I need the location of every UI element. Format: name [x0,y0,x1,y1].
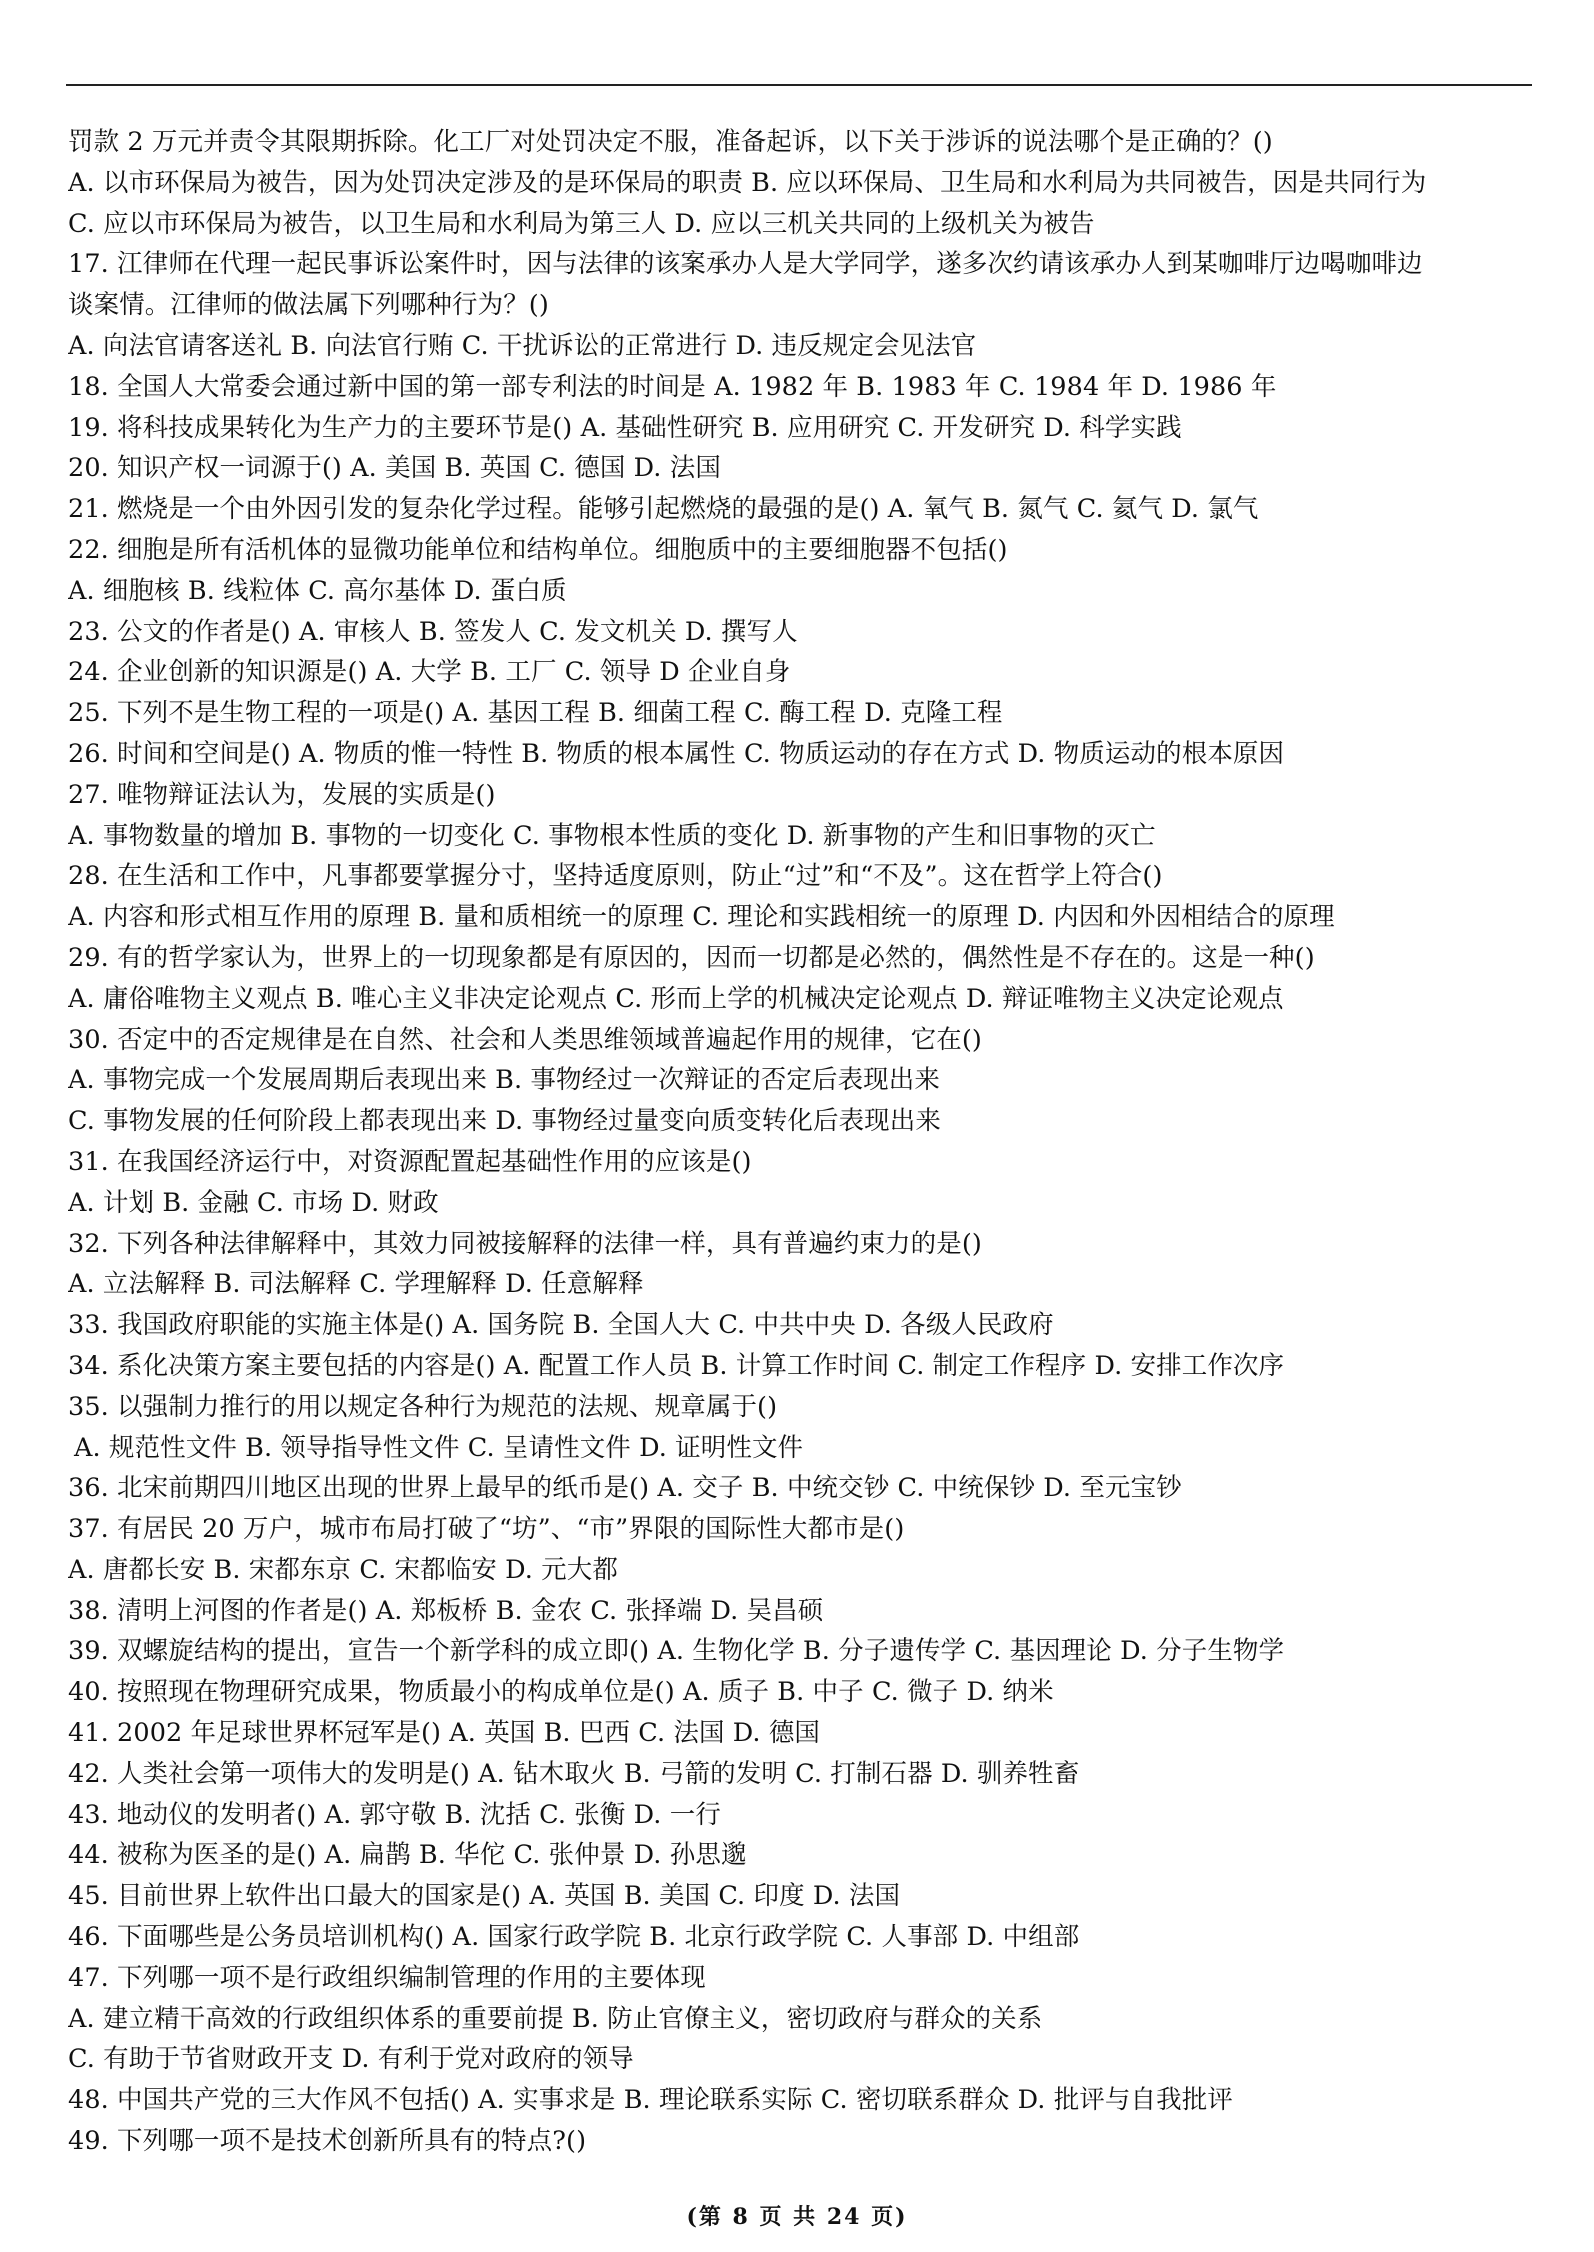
text-line: 46. 下面哪些是公务员培训机构() A. 国家行政学院 B. 北京行政学院 C. 人事部 D. 中组部 [68,1922,1080,1953]
text-line: 45. 目前世界上软件出口最大的国家是() A. 英国 B. 美国 C. 印度 D. 法国 [68,1881,901,1912]
text-line: A. 事物完成一个发展周期后表现出来 B. 事物经过一次辩证的否定后表现出来 [68,1065,940,1096]
text-line: 29. 有的哲学家认为，世界上的一切现象都是有原因的，因而一切都是必然的，偶然性是不存在的。这是一种() [68,942,1315,973]
text-line: A. 细胞核 B. 线粒体 C. 高尔基体 D. 蛋白质 [68,575,567,606]
text-line: 33. 我国政府职能的实施主体是() A. 国务院 B. 全国人大 C. 中共中央 D. 各级人民政府 [68,1310,1054,1341]
text-line: 19. 将科技成果转化为生产力的主要环节是() A. 基础性研究 B. 应用研究 C. 开发研究 D. 科学实践 [68,412,1182,443]
text-line: 31. 在我国经济运行中，对资源配置起基础性作用的应该是() [68,1146,752,1177]
text-line: A. 向法官请客送礼 B. 向法官行贿 C. 干扰诉讼的正常进行 D. 违反规定会见法官 [68,330,977,361]
header-rule [66,84,1532,86]
text-line: C. 事物发展的任何阶段上都表现出来 D. 事物经过量变向质变转化后表现出来 [68,1106,941,1137]
text-line: 28. 在生活和工作中，凡事都要掌握分寸，坚持适度原则，防止“过”和“不及”。这在哲学上符合() [68,861,1163,892]
text-line: C. 有助于节省财政开支 D. 有利于党对政府的领导 [68,2044,634,2075]
text-line: A. 规范性文件 B. 领导指导性文件 C. 呈请性文件 D. 证明性文件 [74,1432,804,1463]
text-line: 40. 按照现在物理研究成果，物质最小的构成单位是() A. 质子 B. 中子 C. 微子 D. 纳米 [68,1677,1054,1708]
text-line: 48. 中国共产党的三大作风不包括() A. 实事求是 B. 理论联系实际 C. 密切联系群众 D. 批评与自我批评 [68,2085,1233,2116]
text-line: 35. 以强制力推行的用以规定各种行为规范的法规、规章属于() [68,1391,778,1422]
text-line: A. 立法解释 B. 司法解释 C. 学理解释 D. 任意解释 [68,1269,644,1300]
text-line: 34. 系化决策方案主要包括的内容是() A. 配置工作人员 B. 计算工作时间 C. 制定工作程序 D. 安排工作次序 [68,1350,1285,1381]
text-line: 44. 被称为医圣的是() A. 扁鹊 B. 华佗 C. 张仲景 D. 孙思邈 [68,1840,747,1871]
text-line: 17. 江律师在代理一起民事诉讼案件时，因与法律的该案承办人是大学同学，遂多次约请该承办人到某咖啡厅边喝咖啡边 [68,249,1423,280]
page-number-footer: (第 8 页 共 24 页) [686,2204,908,2230]
text-line: 32. 下列各种法律解释中，其效力同被接解释的法律一样，具有普遍约束力的是() [68,1228,982,1259]
text-line: 21. 燃烧是一个由外因引发的复杂化学过程。能够引起燃烧的最强的是() A. 氧气 B. 氮气 C. 氦气 D. 氯气 [68,494,1259,525]
text-line: A. 计划 B. 金融 C. 市场 D. 财政 [68,1187,439,1218]
text-line: 42. 人类社会第一项伟大的发明是() A. 钻木取火 B. 弓箭的发明 C. 打制石器 D. 驯养牲畜 [68,1758,1080,1789]
text-line: A. 唐都长安 B. 宋都东京 C. 宋都临安 D. 元大都 [68,1554,618,1585]
text-line: A. 内容和形式相互作用的原理 B. 量和质相统一的原理 C. 理论和实践相统一的原理 D. 内因和外因相结合的原理 [68,902,1335,933]
text-line: A. 建立精干高效的行政组织体系的重要前提 B. 防止官僚主义，密切政府与群众的关系 [68,2003,1043,2034]
text-line: 20. 知识产权一词源于() A. 美国 B. 英国 C. 德国 D. 法国 [68,453,721,484]
text-line: 36. 北宋前期四川地区出现的世界上最早的纸币是() A. 交子 B. 中统交钞 C. 中统保钞 D. 至元宝钞 [68,1473,1182,1504]
text-line: 30. 否定中的否定规律是在自然、社会和人类思维领域普遍起作用的规律，它在() [68,1024,982,1055]
text-line: 24. 企业创新的知识源是() A. 大学 B. 工厂 C. 领导 D 企业自身 [68,657,791,688]
text-line: 37. 有居民 20 万户，城市布局打破了“坊”、“市”界限的国际性大都市是() [68,1514,905,1545]
text-line: 谈案情。江律师的做法属下列哪种行为？() [68,290,549,321]
text-line: A. 以市环保局为被告，因为处罚决定涉及的是环保局的职责 B. 应以环保局、卫生局和水利局为共同被告，因是共同行为 [68,167,1427,198]
text-line: C. 应以市环保局为被告，以卫生局和水利局为第三人 D. 应以三机关共同的上级机关为被告 [68,208,1095,239]
text-line: 43. 地动仪的发明者() A. 郭守敬 B. 沈括 C. 张衡 D. 一行 [68,1799,721,1830]
text-line: 22. 细胞是所有活机体的显微功能单位和结构单位。细胞质中的主要细胞器不包括() [68,534,1008,565]
text-line: 47. 下列哪一项不是行政组织编制管理的作用的主要体现 [68,1962,706,1993]
text-line: 18. 全国人大常委会通过新中国的第一部专利法的时间是 A. 1982 年 B. 1983 年 C. 1984 年 D. 1986 年 [68,371,1277,402]
text-line: 39. 双螺旋结构的提出，宣告一个新学科的成立即() A. 生物化学 B. 分子遗传学 C. 基因理论 D. 分子生物学 [68,1636,1285,1667]
text-line: 23. 公文的作者是() A. 审核人 B. 签发人 C. 发文机关 D. 撰写人 [68,616,798,647]
text-line: 38. 清明上河图的作者是() A. 郑板桥 B. 金农 C. 张择端 D. 吴昌硕 [68,1595,824,1626]
text-line: 25. 下列不是生物工程的一项是() A. 基因工程 B. 细菌工程 C. 酶工程 D. 克隆工程 [68,698,1003,729]
text-line: A. 庸俗唯物主义观点 B. 唯心主义非决定论观点 C. 形而上学的机械决定论观点 D. 辩证唯物主义决定论观点 [68,983,1284,1014]
text-line: 27. 唯物辩证法认为，发展的实质是() [68,779,496,810]
text-line: 罚款 2 万元并责令其限期拆除。化工厂对处罚决定不服，准备起诉，以下关于涉诉的说法哪个是正确的？() [68,127,1273,157]
text-line: 49. 下列哪一项不是技术创新所具有的特点?() [68,2126,587,2157]
text-line: 41. 2002 年足球世界杯冠军是() A. 英国 B. 巴西 C. 法国 D. 德国 [68,1718,821,1749]
question-list [68,122,1538,2162]
text-line: 26. 时间和空间是() A. 物质的惟一特性 B. 物质的根本属性 C. 物质运动的存在方式 D. 物质运动的根本原因 [68,738,1285,769]
text-line: A. 事物数量的增加 B. 事物的一切变化 C. 事物根本性质的变化 D. 新事物的产生和旧事物的灭亡 [68,820,1156,851]
